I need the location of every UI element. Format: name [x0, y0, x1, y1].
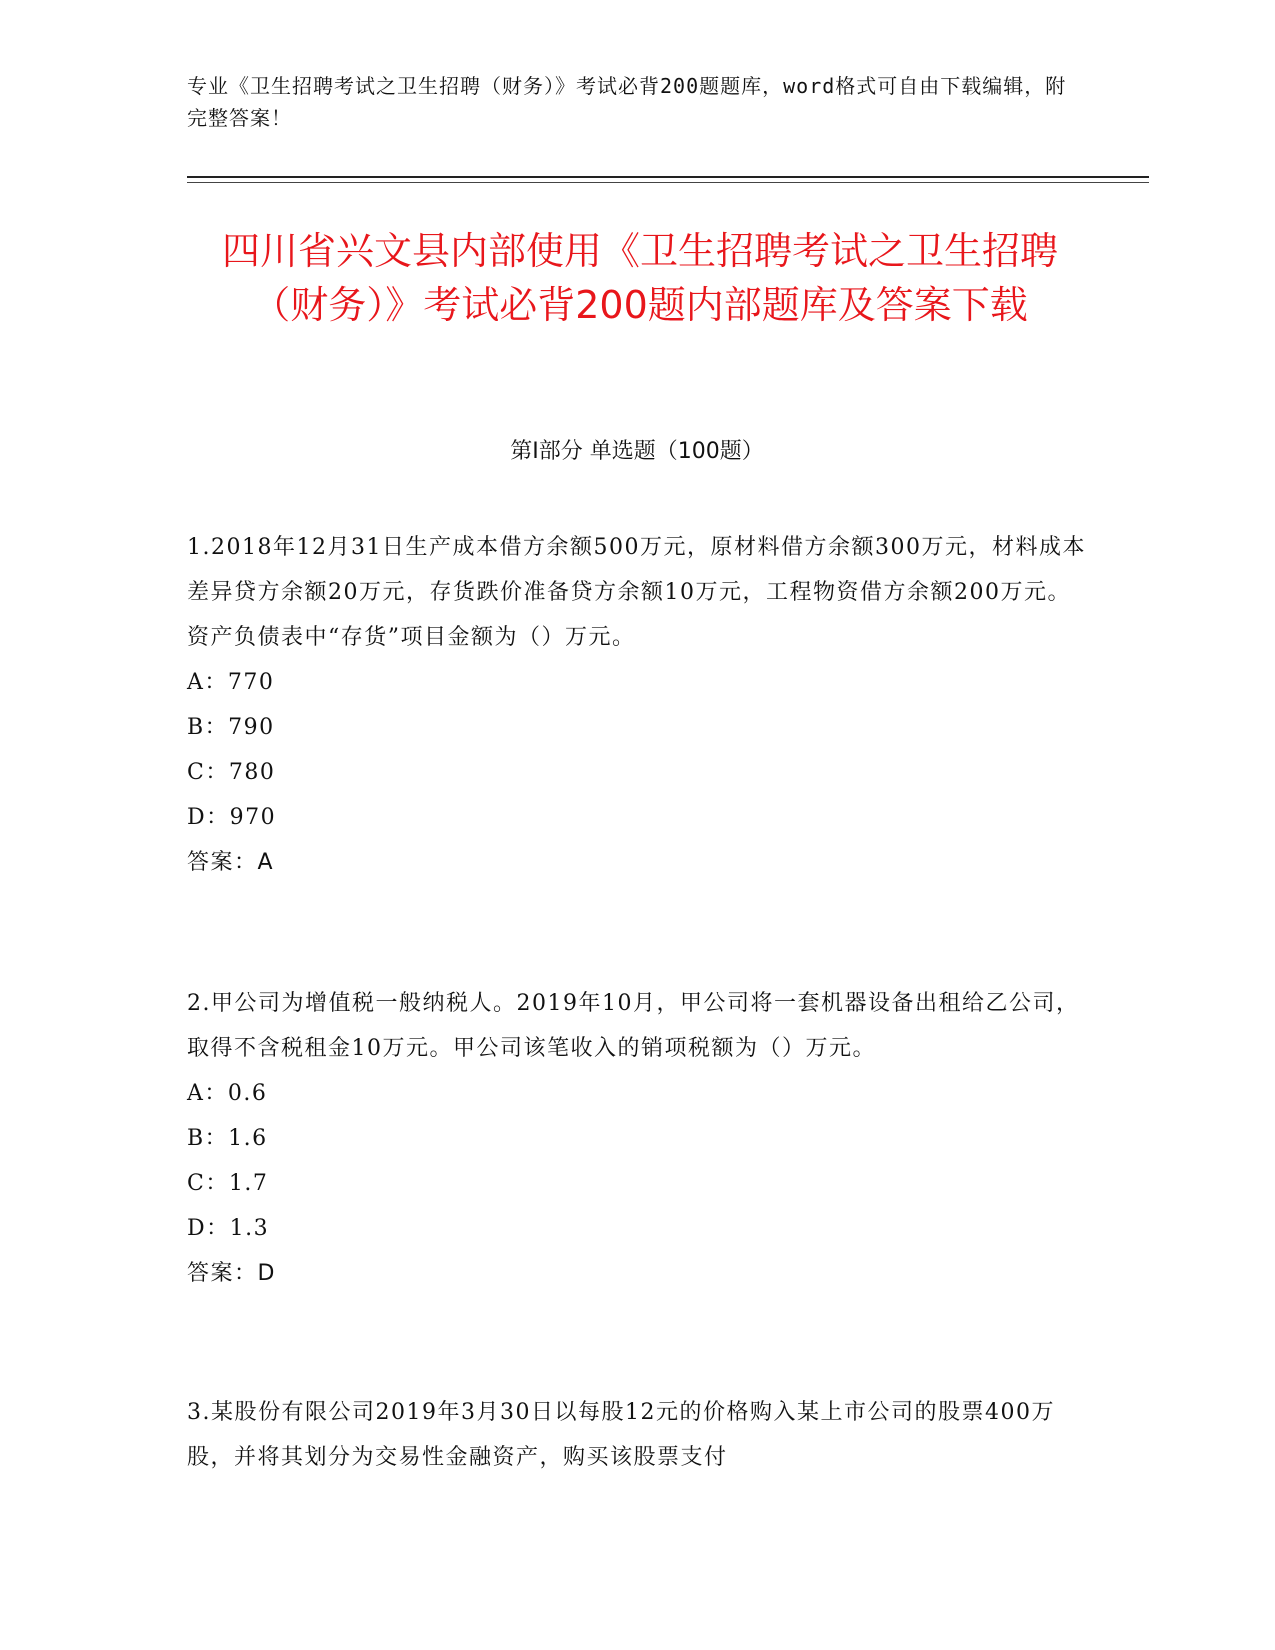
section-heading: 第Ⅰ部分 单选题（100题） — [510, 439, 764, 464]
question-1 — [187, 525, 1087, 885]
option-c: C：780 — [187, 760, 276, 785]
option-a: A：770 — [187, 670, 275, 695]
option-b: B：1.6 — [187, 1126, 268, 1151]
header-divider-thin — [187, 182, 1149, 183]
answer: 答案：D — [187, 1261, 276, 1286]
question-stem: 3.某股份有限公司2019年3月30日以每股12元的价格购入某上市公司的股票400万股，并将其划分为交易性金融资产，购买该股票支付 — [187, 1400, 1055, 1470]
option-d: D：1.3 — [187, 1216, 270, 1241]
header-divider-thick — [187, 176, 1149, 178]
question-3 — [187, 1390, 1087, 1480]
intro-note: 专业《卫生招聘考试之卫生招聘（财务）》考试必背200题题库，word格式可自由下载编辑，附完整答案！ — [187, 74, 1067, 130]
option-c: C：1.7 — [187, 1171, 269, 1196]
option-d: D：970 — [187, 805, 277, 830]
question-2 — [187, 981, 1087, 1296]
answer: 答案：A — [187, 850, 275, 875]
question-stem: 2.甲公司为增值税一般纳税人。2019年10月，甲公司将一套机器设备出租给乙公司，取得不含税租金10万元。甲公司该笔收入的销项税额为（）万元。 — [187, 991, 1080, 1061]
question-stem: 1.2018年12月31日生产成本借方余额500万元，原材料借方余额300万元，材料成本差异贷方余额20万元，存货跌价准备贷方余额10万元，工程物资借方余额200万元。资产负债表中“存货”项目金额为（）万元。 — [187, 535, 1086, 650]
document-title: 四川省兴文县内部使用《卫生招聘考试之卫生招聘（财务）》考试必背200题内部题库及答案下载 — [221, 229, 1058, 327]
option-b: B：790 — [187, 715, 275, 740]
option-a: A：0.6 — [187, 1081, 268, 1106]
